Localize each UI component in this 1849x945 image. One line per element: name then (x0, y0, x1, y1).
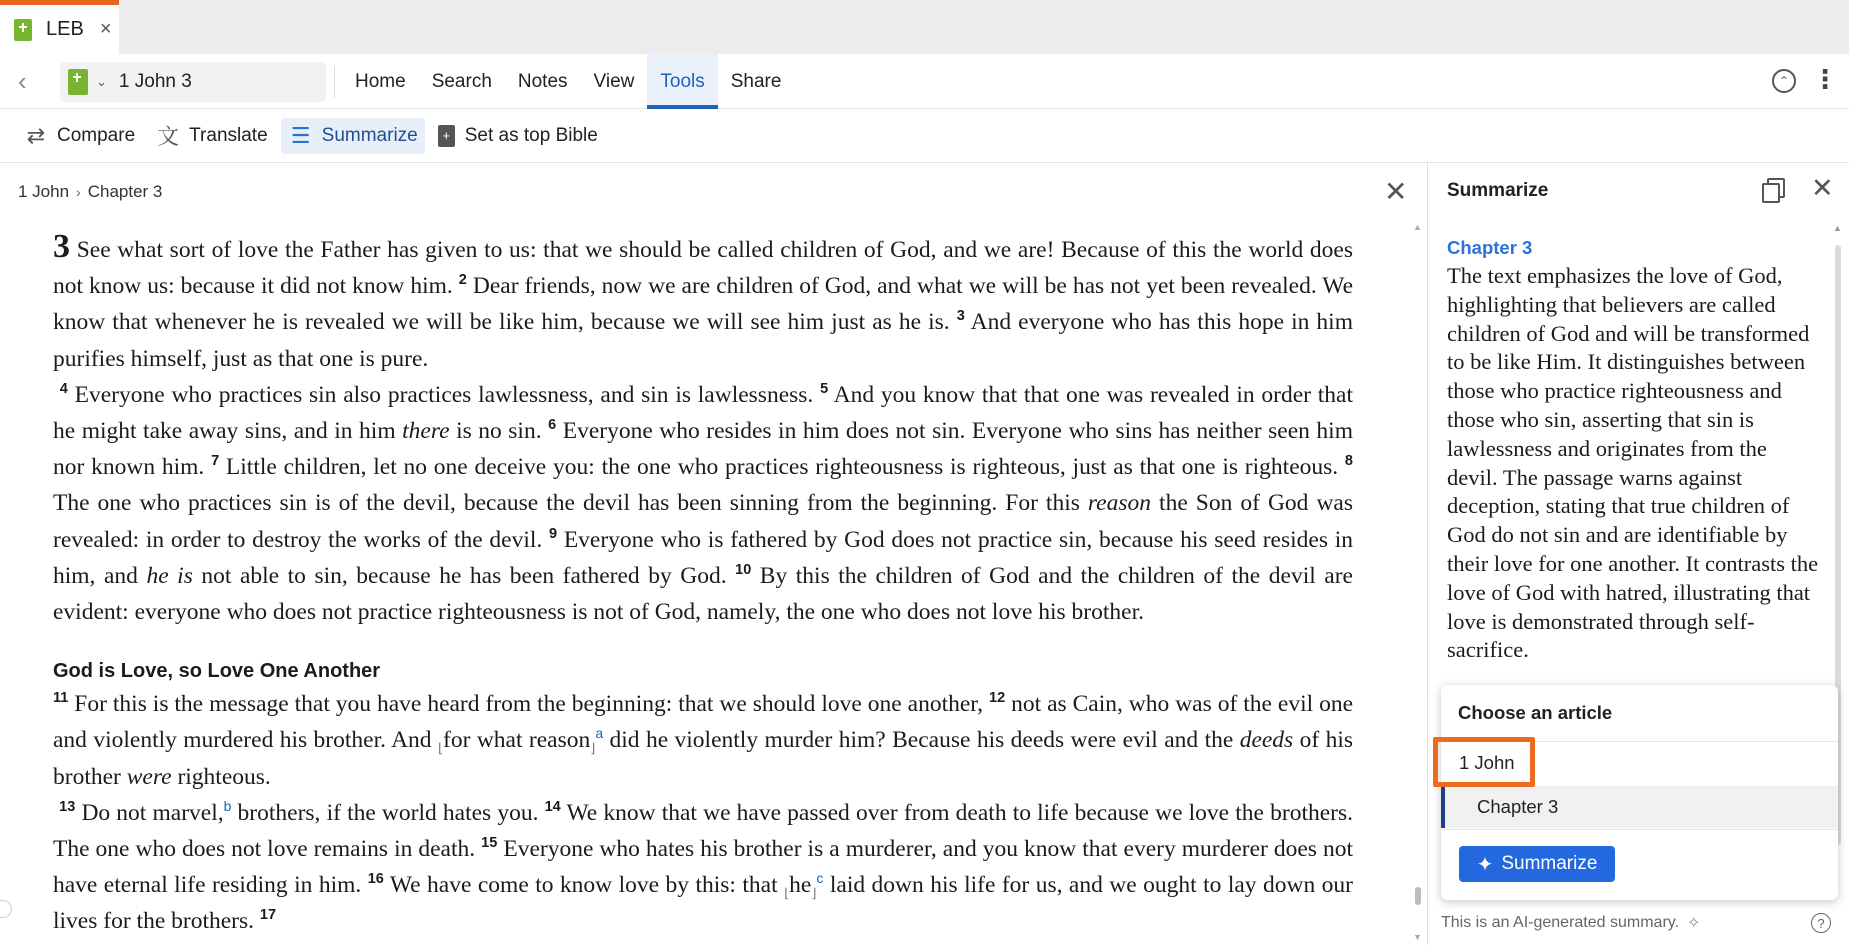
reader-scrollbar[interactable] (1413, 222, 1423, 942)
popup-title: Choose an article (1458, 702, 1613, 723)
sparkle-icon: ✦ (1476, 853, 1494, 876)
close-tab-icon[interactable]: × (99, 18, 112, 40)
verse-number: 13 (59, 799, 76, 816)
compare-label: Compare (57, 124, 136, 146)
verse-number: 9 (549, 525, 558, 542)
verse-number: 7 (211, 453, 220, 470)
close-reader-icon[interactable]: ✕ (1384, 176, 1408, 207)
panel-title: Summarize (1447, 180, 1549, 201)
window-tab-strip (0, 0, 1849, 54)
verse-number: 2 (458, 272, 467, 289)
bracket-open: ⌊ (437, 741, 444, 757)
breadcrumb (0, 163, 1427, 221)
back-arrow-icon[interactable]: ‹ (18, 66, 27, 96)
translate-button[interactable] (148, 118, 275, 154)
verse-number: 8 (1344, 453, 1353, 470)
article-option-1-john[interactable]: 1 John (1459, 752, 1515, 773)
verse-number: 15 (481, 835, 498, 852)
translate-icon: 文 (157, 124, 180, 149)
scroll-up-icon[interactable]: ▲ (1833, 223, 1842, 233)
translate-label: Translate (189, 124, 268, 146)
summary-chapter-label: Chapter 3 (1447, 237, 1533, 258)
copy-icon[interactable] (1762, 178, 1782, 200)
scrollbar-thumb[interactable] (1415, 887, 1421, 905)
paragraph-1: 3 See what sort of love the Father has given to us: that we should be called children of God, and we are! Because of this the world does not know us: because it did not know him. $^2$ Dear friends, now we are children of God, and what we will be has not yet been revealed. We know that whenever he is revealed we will be like him, because we will see him just as he is. $^3$ And everyone who has this hope in him purifies himself, just as that one is pure. (53, 229, 1353, 372)
reference-box[interactable] (60, 62, 326, 102)
tools-toolbar (0, 109, 1849, 163)
bible-icon (14, 19, 32, 41)
verse-number: 17 (259, 907, 277, 924)
menu-view[interactable]: View (593, 70, 635, 92)
verse-number: 12 (989, 690, 1006, 707)
top-bible-icon: + (438, 125, 455, 147)
close-panel-icon[interactable]: ✕ (1811, 173, 1834, 203)
summarize-list-icon: ☰ (290, 122, 311, 148)
footnote-link[interactable]: b (223, 798, 232, 815)
set-top-bible-button[interactable] (431, 118, 605, 154)
menu-home[interactable]: Home (355, 70, 406, 92)
set-top-bible-label: Set as top Bible (464, 124, 598, 146)
side-panel-handle[interactable] (0, 900, 12, 918)
scroll-down-icon[interactable]: ▼ (1413, 932, 1422, 942)
breadcrumb-chapter[interactable]: Chapter 3 (87, 182, 163, 201)
chapter-number: 3 (53, 229, 70, 265)
summarize-button[interactable] (1459, 846, 1615, 882)
footnote-link[interactable]: a (595, 725, 604, 742)
ai-disclaimer (1441, 913, 1700, 933)
bracket-close: ⌋ (811, 885, 817, 901)
bracket-open: ⌊ (784, 885, 790, 901)
menu-tools[interactable]: Tools (647, 54, 717, 109)
verse-number: 11 (53, 690, 69, 707)
paragraph-3: $^{11}$ For this is the message that you have heard from the beginning: that we should love one another, $^{12}$ not as Cain, who was of the evil one and violently murdered his brother. And $_⌊$for what reason$_⌋^a$ did he violently murder him? Because his deeds were evil and the deeds of his brother were righteous. (53, 690, 1353, 790)
article-option-chapter-3[interactable]: Chapter 3 (1441, 786, 1838, 828)
menu-share[interactable]: Share (730, 70, 782, 92)
nav-divider (334, 66, 335, 98)
ai-disclaimer-text: This is an AI-generated summary. (1441, 914, 1680, 931)
verse-number: 10 (735, 562, 752, 578)
verse-number: 16 (367, 871, 384, 888)
breadcrumb-chevron-icon: › (76, 184, 81, 200)
menu-search[interactable]: Search (431, 70, 492, 92)
verse-number: 14 (544, 799, 561, 816)
window-tab-leb[interactable] (0, 0, 119, 54)
summarize-tool-button[interactable] (281, 118, 425, 154)
popup-divider (1441, 829, 1838, 830)
paragraph-4: $^{13}$ Do not marvel,$^b$ brothers, if the world hates you. $^{14}$ We know that we have passed over from death to life because we love the brothers. The one who does not love remains in death. $^{15}$ Everyone who hates his brother is a murderer, and you know that every murderer does not have eternal life residing in him. $^{16}$ We have come to know love by this: that $_⌊he_⌋^c$ laid down his life for us, and we ought to lay down our lives for the brothers. $^{17}$ (53, 798, 1353, 935)
summarize-button-label: Summarize (1501, 853, 1598, 874)
verse-number: 3 (956, 308, 965, 325)
compare-arrows-icon: ⇄ (26, 122, 46, 148)
help-icon[interactable]: ? (1811, 913, 1831, 933)
summary-text: The text emphasizes the love of God, highlighting that believers are called children of God and will be transformed to be like Him. It distinguishes between those who practice righteousness and those who sin, asserting that sin is lawlessness and originates from the devil. The passage warns against deception, stating that true children of God do not sin and are identifiable by their love for one another. It contrasts the love of God with hatred, illustrating that love is demonstrated through self-sacrifice. (1447, 263, 1819, 663)
bible-resource-icon[interactable] (68, 69, 88, 95)
chevron-down-icon[interactable]: ⌄ (96, 74, 107, 89)
paragraph-2: $^4$ Everyone who practices sin also practices lawlessness, and sin is lawlessness. $^5$ And you know that that one was revealed in order that he might take away sins, and in him there is no sin. $^6$ Everyone who resides in him does not sin. Everyone who sins has neither seen him nor known him. $^7$ Little children, let no one deceive you: the one who practices righteousness is righteous, just as that one is righteous. $^8$ The one who practices sin is of the devil, because the devil has been sinning from the beginning. For this reason the Son of God was revealed: in order to destroy the works of the devil. $^9$ Everyone who is fathered by God does not practice sin, because his seed resides in him, and he is not able to sin, because he has been fathered by God. $^{10}$ By this the children of God and the children of the devil are evident: everyone who does not practice righteousness is not of God, namely, the one who does not love his brother. (53, 380, 1353, 626)
nav-bar (0, 54, 1849, 109)
compare-button[interactable] (16, 118, 142, 154)
verse-number: 6 (548, 417, 557, 434)
choose-article-popup (1441, 685, 1838, 900)
window-tab-label: LEB (46, 18, 84, 40)
footnote-link[interactable]: c (816, 870, 824, 887)
scroll-up-icon[interactable]: ▲ (1413, 222, 1422, 232)
summarize-label: Summarize (321, 124, 418, 146)
menu-notes[interactable]: Notes (517, 70, 568, 92)
main-menu (342, 54, 794, 109)
reference-input[interactable]: 1 John 3 (118, 71, 192, 92)
sparkle-icon: ✧ (1687, 915, 1701, 932)
verse-number: 4 (59, 380, 68, 397)
bracket-close: ⌋ (590, 741, 596, 757)
section-heading: God is Love, so Love One Another (53, 660, 381, 683)
verse-number: 5 (820, 380, 829, 397)
collapse-up-icon[interactable]: ⌃ (1772, 69, 1796, 93)
bible-text (53, 229, 1353, 945)
breadcrumb-book[interactable]: 1 John (18, 182, 70, 201)
more-options-icon[interactable]: ⋮ (1812, 64, 1838, 94)
